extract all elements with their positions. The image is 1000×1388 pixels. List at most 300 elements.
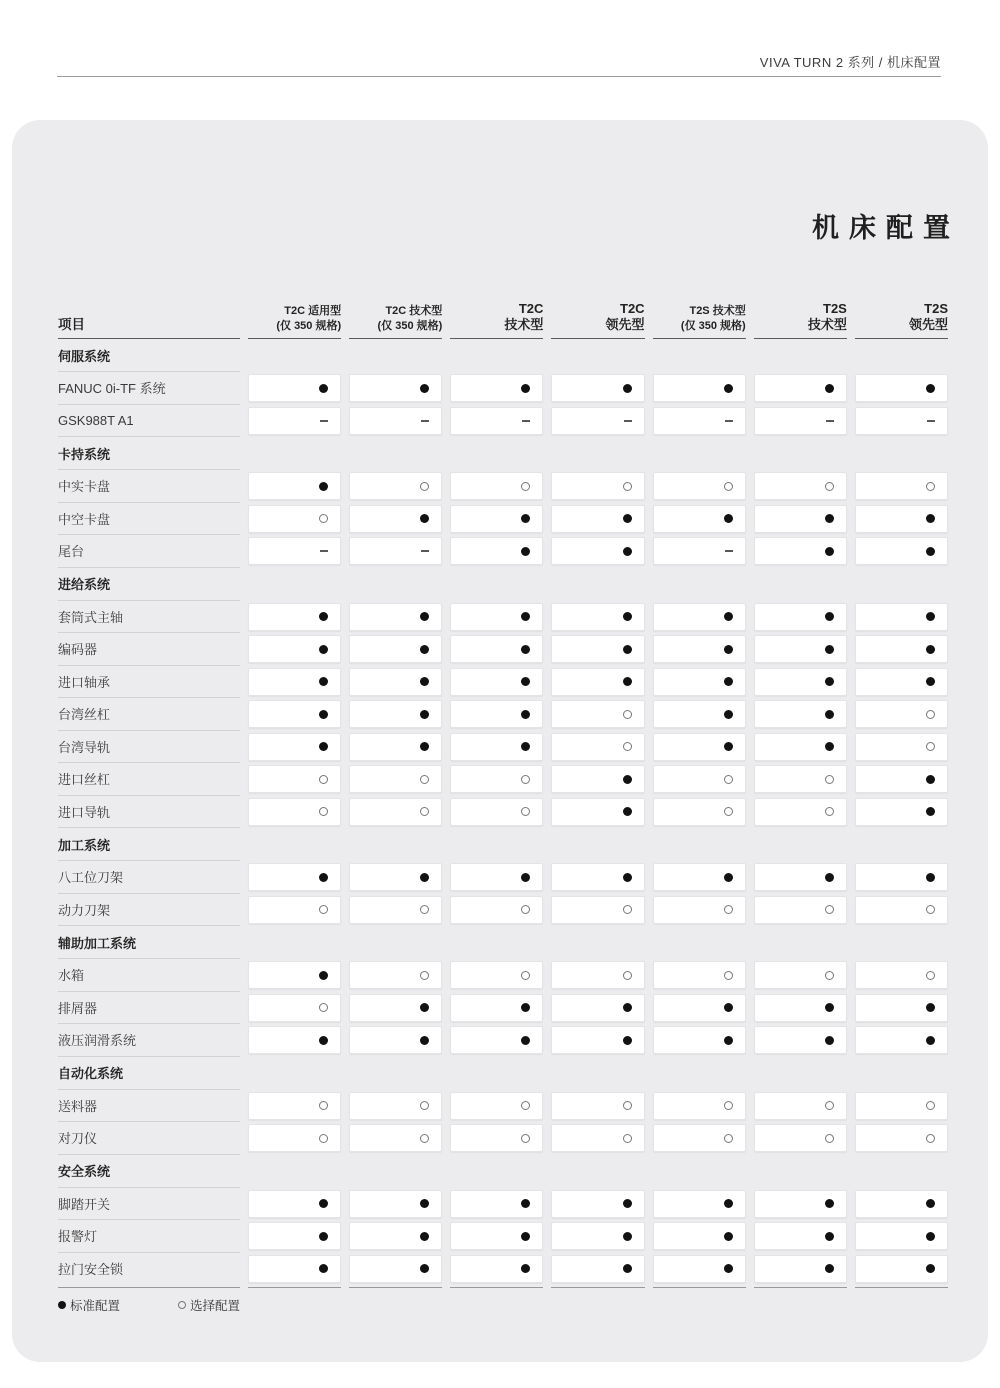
value-cell	[855, 472, 948, 500]
row-label: 台湾导轨	[58, 731, 240, 764]
standard-dot-icon	[724, 514, 733, 523]
value-cell	[349, 798, 442, 826]
optional-circle-icon	[724, 775, 733, 784]
value-cell	[450, 407, 543, 435]
value-cell	[551, 635, 644, 663]
value-cell	[653, 765, 746, 793]
value-cell	[653, 700, 746, 728]
value-cell	[855, 407, 948, 435]
optional-circle-icon	[521, 775, 530, 784]
value-cell	[754, 994, 847, 1022]
value-cell	[248, 733, 341, 761]
table-row	[58, 796, 948, 829]
legend	[58, 1296, 240, 1314]
value-cell	[653, 994, 746, 1022]
value-cell	[248, 668, 341, 696]
column-header-5	[653, 290, 746, 339]
standard-dot-icon	[521, 645, 530, 654]
value-cell	[855, 1222, 948, 1250]
section-title: 卡持系统	[58, 437, 240, 470]
value-cell	[248, 1222, 341, 1250]
value-cell	[349, 635, 442, 663]
table-row	[58, 405, 948, 438]
standard-dot-icon	[420, 677, 429, 686]
optional-circle-icon	[825, 807, 834, 816]
standard-dot-icon	[420, 384, 429, 393]
table-row	[58, 535, 948, 568]
legend-optional-label: 选择配置	[190, 1299, 241, 1313]
column-header-line1: T2S 技术型	[689, 305, 746, 318]
value-cell	[450, 505, 543, 533]
standard-dot-icon	[623, 1036, 632, 1045]
dash-icon	[927, 420, 935, 422]
value-cell	[653, 635, 746, 663]
table-row	[58, 1253, 948, 1286]
value-cell	[248, 603, 341, 631]
value-cell	[450, 1026, 543, 1054]
column-header-line2: (仅 350 规格)	[276, 319, 342, 332]
column-header-7	[855, 290, 948, 339]
standard-dot-icon	[319, 971, 328, 980]
table-row	[58, 1024, 948, 1057]
dash-icon	[522, 420, 530, 422]
value-cell	[349, 961, 442, 989]
value-cell	[754, 472, 847, 500]
value-cell	[248, 407, 341, 435]
optional-circle-icon	[926, 905, 935, 914]
value-cell	[653, 733, 746, 761]
config-table	[58, 290, 948, 1288]
value-cell	[248, 537, 341, 565]
value-cell	[754, 1255, 847, 1283]
table-row	[58, 601, 948, 634]
value-cell	[248, 765, 341, 793]
optional-circle-icon	[319, 1003, 328, 1012]
section-row	[58, 437, 948, 470]
column-header-2	[349, 290, 442, 339]
optional-circle-icon	[724, 905, 733, 914]
bottom-rule-segment	[754, 1287, 847, 1288]
value-cell	[551, 765, 644, 793]
standard-dot-icon	[58, 1301, 66, 1309]
standard-dot-icon	[420, 514, 429, 523]
legend-standard-label: 标准配置	[70, 1299, 121, 1313]
value-cell	[754, 505, 847, 533]
standard-dot-icon	[420, 742, 429, 751]
value-cell	[754, 1222, 847, 1250]
standard-dot-icon	[825, 612, 834, 621]
item-column-header: 项目	[58, 290, 240, 339]
value-cell	[450, 961, 543, 989]
standard-dot-icon	[521, 514, 530, 523]
table-row	[58, 1188, 948, 1221]
standard-dot-icon	[825, 1232, 834, 1241]
value-cell	[754, 896, 847, 924]
bottom-rule-segment	[855, 1287, 948, 1288]
section-title: 进给系统	[58, 568, 240, 601]
section-title: 自动化系统	[58, 1057, 240, 1090]
optional-circle-icon	[926, 742, 935, 751]
standard-dot-icon	[521, 710, 530, 719]
standard-dot-icon	[319, 1199, 328, 1208]
value-cell	[551, 1124, 644, 1152]
value-cell	[551, 700, 644, 728]
column-header-line1: T2C 适用型	[284, 305, 342, 318]
value-cell	[653, 1092, 746, 1120]
value-cell	[349, 1255, 442, 1283]
value-cell	[450, 635, 543, 663]
standard-dot-icon	[724, 1036, 733, 1045]
standard-dot-icon	[420, 1036, 429, 1045]
value-cell	[754, 733, 847, 761]
standard-dot-icon	[420, 645, 429, 654]
standard-dot-icon	[623, 514, 632, 523]
value-cell	[248, 1124, 341, 1152]
row-label: 脚踏开关	[58, 1188, 240, 1221]
value-cell	[450, 1124, 543, 1152]
standard-dot-icon	[926, 547, 935, 556]
value-cell	[248, 1092, 341, 1120]
value-cell	[450, 798, 543, 826]
row-label: 中空卡盘	[58, 503, 240, 536]
value-cell	[450, 1222, 543, 1250]
row-label: 液压润滑系统	[58, 1024, 240, 1057]
standard-dot-icon	[926, 807, 935, 816]
standard-dot-icon	[623, 645, 632, 654]
table-row	[58, 633, 948, 666]
bottom-rule-segment	[450, 1287, 543, 1288]
standard-dot-icon	[926, 1036, 935, 1045]
standard-dot-icon	[724, 1232, 733, 1241]
row-label: 编码器	[58, 633, 240, 666]
value-cell	[450, 994, 543, 1022]
column-header-6	[754, 290, 847, 339]
standard-dot-icon	[623, 775, 632, 784]
optional-circle-icon	[420, 482, 429, 491]
standard-dot-icon	[926, 1199, 935, 1208]
optional-circle-icon	[926, 971, 935, 980]
value-cell	[653, 1124, 746, 1152]
column-header-line2: 技术型	[807, 316, 847, 332]
section-row	[58, 568, 948, 601]
section-row	[58, 828, 948, 861]
standard-dot-icon	[521, 1264, 530, 1273]
table-row	[58, 372, 948, 405]
dash-icon	[725, 420, 733, 422]
value-cell	[855, 1026, 948, 1054]
value-cell	[248, 896, 341, 924]
standard-dot-icon	[319, 677, 328, 686]
value-cell	[450, 1255, 543, 1283]
value-cell	[450, 1190, 543, 1218]
optional-circle-icon	[623, 710, 632, 719]
optional-circle-icon	[825, 1134, 834, 1143]
value-cell	[855, 1255, 948, 1283]
column-header-3	[450, 290, 543, 339]
standard-dot-icon	[724, 612, 733, 621]
standard-dot-icon	[825, 1003, 834, 1012]
row-label: GSK988T A1	[58, 405, 240, 438]
table-row	[58, 1122, 948, 1155]
value-cell	[551, 863, 644, 891]
table-row	[58, 666, 948, 699]
standard-dot-icon	[724, 1003, 733, 1012]
column-header-line2: 技术型	[504, 316, 544, 332]
standard-dot-icon	[420, 1003, 429, 1012]
optional-circle-icon	[319, 1101, 328, 1110]
section-title: 辅助加工系统	[58, 926, 240, 959]
dash-icon	[421, 550, 429, 552]
value-cell	[551, 961, 644, 989]
standard-dot-icon	[623, 547, 632, 556]
standard-dot-icon	[926, 612, 935, 621]
standard-dot-icon	[319, 612, 328, 621]
standard-dot-icon	[623, 807, 632, 816]
standard-dot-icon	[926, 677, 935, 686]
bottom-rule-segment	[349, 1287, 442, 1288]
standard-dot-icon	[420, 873, 429, 882]
value-cell	[551, 1222, 644, 1250]
standard-dot-icon	[825, 742, 834, 751]
standard-dot-icon	[623, 1232, 632, 1241]
column-header-4	[551, 290, 644, 339]
table-row	[58, 1220, 948, 1253]
column-header-line2: 领先型	[908, 316, 948, 332]
value-cell	[855, 1124, 948, 1152]
value-cell	[855, 1190, 948, 1218]
column-header-line1: T2S	[823, 300, 847, 316]
column-header-line1: T2C 技术型	[385, 305, 443, 318]
optional-circle-icon	[319, 905, 328, 914]
value-cell	[653, 668, 746, 696]
optional-circle-icon	[420, 775, 429, 784]
standard-dot-icon	[825, 710, 834, 719]
value-cell	[349, 700, 442, 728]
value-cell	[754, 700, 847, 728]
standard-dot-icon	[319, 1264, 328, 1273]
value-cell	[754, 765, 847, 793]
standard-dot-icon	[825, 514, 834, 523]
standard-dot-icon	[724, 677, 733, 686]
column-header-line2: (仅 350 规格)	[377, 319, 443, 332]
section-row	[58, 1057, 948, 1090]
dash-icon	[624, 420, 632, 422]
value-cell	[551, 407, 644, 435]
value-cell	[551, 1026, 644, 1054]
standard-dot-icon	[521, 612, 530, 621]
standard-dot-icon	[521, 547, 530, 556]
value-cell	[855, 994, 948, 1022]
value-cell	[855, 863, 948, 891]
optional-circle-icon	[420, 905, 429, 914]
value-cell	[754, 798, 847, 826]
optional-circle-icon	[521, 807, 530, 816]
value-cell	[450, 374, 543, 402]
optional-circle-icon	[825, 482, 834, 491]
standard-dot-icon	[420, 1232, 429, 1241]
optional-circle-icon	[825, 775, 834, 784]
value-cell	[349, 407, 442, 435]
optional-circle-icon	[825, 971, 834, 980]
value-cell	[349, 994, 442, 1022]
section-row	[58, 339, 948, 372]
row-label: 拉门安全锁	[58, 1262, 124, 1278]
value-cell	[248, 374, 341, 402]
standard-dot-icon	[724, 384, 733, 393]
row-label: 送料器	[58, 1090, 240, 1123]
row-label: 中实卡盘	[58, 470, 240, 503]
standard-dot-icon	[319, 873, 328, 882]
standard-dot-icon	[926, 645, 935, 654]
standard-dot-icon	[724, 645, 733, 654]
value-cell	[855, 603, 948, 631]
value-cell	[653, 472, 746, 500]
standard-dot-icon	[319, 645, 328, 654]
value-cell	[653, 961, 746, 989]
value-cell	[855, 635, 948, 663]
value-cell	[754, 603, 847, 631]
table-row	[58, 894, 948, 927]
standard-dot-icon	[420, 1199, 429, 1208]
table-row	[58, 763, 948, 796]
row-label: 进口导轨	[58, 796, 240, 829]
value-cell	[754, 1092, 847, 1120]
table-row	[58, 1090, 948, 1123]
standard-dot-icon	[319, 710, 328, 719]
standard-dot-icon	[521, 384, 530, 393]
value-cell	[653, 1222, 746, 1250]
column-header-line1: T2C	[518, 300, 544, 316]
standard-dot-icon	[724, 1264, 733, 1273]
dash-icon	[320, 420, 328, 422]
standard-dot-icon	[319, 1036, 328, 1045]
legend-item-optional	[178, 1296, 240, 1314]
standard-dot-icon	[623, 612, 632, 621]
value-cell	[349, 1092, 442, 1120]
optional-circle-icon	[623, 905, 632, 914]
standard-dot-icon	[926, 514, 935, 523]
optional-circle-icon	[521, 905, 530, 914]
standard-dot-icon	[825, 1264, 834, 1273]
standard-dot-icon	[420, 612, 429, 621]
bottom-rule-segment	[653, 1287, 746, 1288]
standard-dot-icon	[724, 742, 733, 751]
dash-icon	[421, 420, 429, 422]
section-row	[58, 1155, 948, 1188]
standard-dot-icon	[825, 384, 834, 393]
value-cell	[754, 537, 847, 565]
standard-dot-icon	[926, 873, 935, 882]
optional-circle-icon	[420, 971, 429, 980]
value-cell	[855, 505, 948, 533]
legend-item-standard	[58, 1296, 120, 1314]
standard-dot-icon	[521, 1036, 530, 1045]
value-cell	[349, 1190, 442, 1218]
optional-circle-icon	[724, 1101, 733, 1110]
value-cell	[248, 472, 341, 500]
value-cell	[551, 374, 644, 402]
optional-circle-icon	[926, 1101, 935, 1110]
value-cell	[248, 505, 341, 533]
bottom-rule-segment	[248, 1287, 341, 1288]
value-cell	[248, 1255, 341, 1283]
optional-circle-icon	[724, 971, 733, 980]
value-cell	[754, 1190, 847, 1218]
content-card	[12, 120, 988, 1362]
optional-circle-icon	[420, 1101, 429, 1110]
standard-dot-icon	[521, 1003, 530, 1012]
value-cell	[653, 896, 746, 924]
value-cell	[653, 1190, 746, 1218]
row-label: 台湾丝杠	[58, 698, 240, 731]
row-label: FANUC 0i-TF 系统	[58, 372, 240, 405]
optional-circle-icon	[420, 1134, 429, 1143]
value-cell	[450, 896, 543, 924]
section-title: 伺服系统	[58, 339, 240, 372]
row-label: 套筒式主轴	[58, 601, 240, 634]
value-cell	[754, 668, 847, 696]
value-cell	[551, 603, 644, 631]
value-cell	[653, 798, 746, 826]
value-cell	[754, 635, 847, 663]
value-cell	[754, 863, 847, 891]
bottom-rule-segment	[58, 1287, 240, 1288]
standard-dot-icon	[724, 710, 733, 719]
value-cell	[551, 1255, 644, 1283]
value-cell	[754, 961, 847, 989]
value-cell	[551, 896, 644, 924]
value-cell	[450, 668, 543, 696]
value-cell	[349, 374, 442, 402]
value-cell	[855, 733, 948, 761]
optional-circle-icon	[623, 971, 632, 980]
optional-circle-icon	[178, 1301, 186, 1309]
standard-dot-icon	[724, 1199, 733, 1208]
value-cell	[349, 1124, 442, 1152]
optional-circle-icon	[521, 971, 530, 980]
value-cell	[754, 1124, 847, 1152]
row-label: 对刀仪	[58, 1122, 240, 1155]
value-cell	[653, 1026, 746, 1054]
row-label: 动力刀架	[58, 894, 240, 927]
value-cell	[855, 798, 948, 826]
optional-circle-icon	[319, 514, 328, 523]
standard-dot-icon	[623, 873, 632, 882]
value-cell	[248, 961, 341, 989]
value-cell	[855, 374, 948, 402]
row-label: 八工位刀架	[58, 861, 240, 894]
value-cell	[855, 896, 948, 924]
value-cell	[349, 1026, 442, 1054]
table-row	[58, 992, 948, 1025]
row-label: 尾台	[58, 535, 240, 568]
standard-dot-icon	[623, 384, 632, 393]
value-cell	[450, 733, 543, 761]
standard-dot-icon	[724, 873, 733, 882]
standard-dot-icon	[825, 1199, 834, 1208]
value-cell	[754, 407, 847, 435]
value-cell	[653, 1255, 746, 1283]
value-cell	[450, 765, 543, 793]
value-cell	[551, 994, 644, 1022]
standard-dot-icon	[623, 1199, 632, 1208]
value-cell	[653, 374, 746, 402]
value-cell	[653, 603, 746, 631]
section-row	[58, 926, 948, 959]
optional-circle-icon	[623, 742, 632, 751]
header-divider	[57, 76, 941, 77]
optional-circle-icon	[926, 1134, 935, 1143]
